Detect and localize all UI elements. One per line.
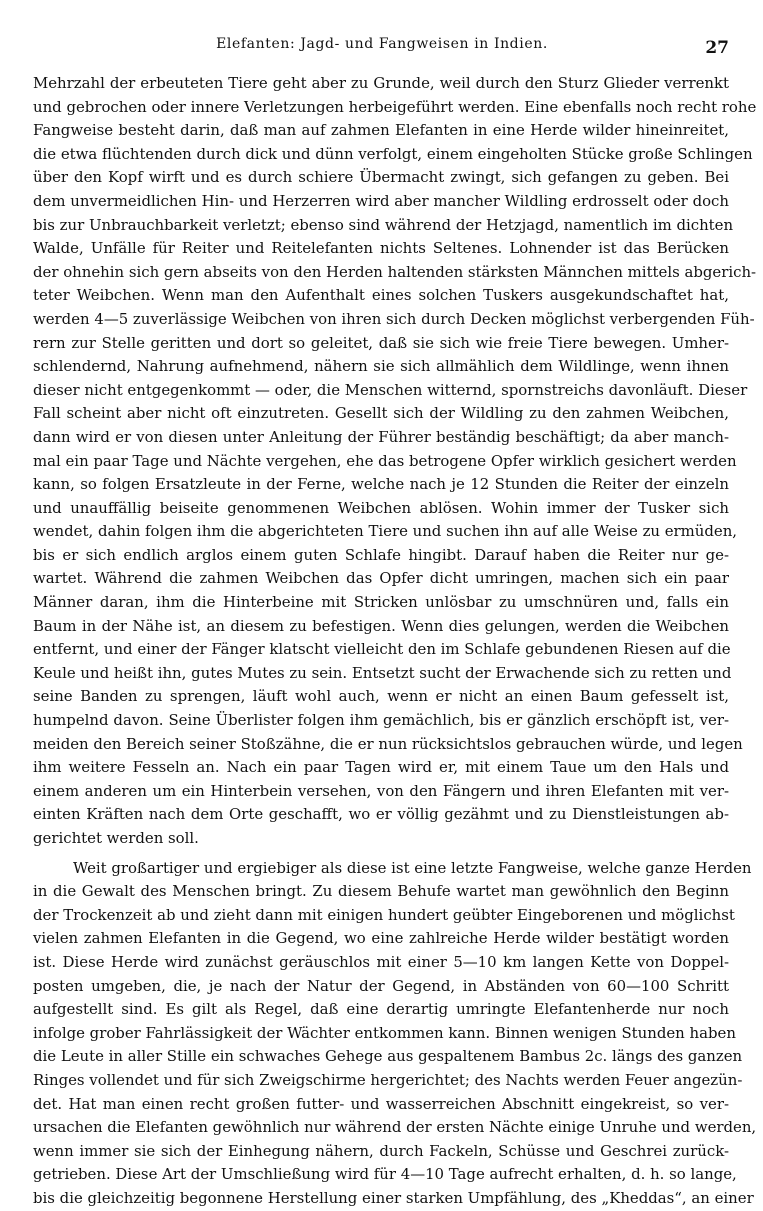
text-line: dem unvermeidlichen Hin- und Herzerren wird aber mancher Wildling erdrosselt oder doch <box>33 191 729 210</box>
text-line: der Trockenzeit ab und zieht dann mit einigen hundert geübter Eingeborenen und möglichst <box>33 905 735 924</box>
text-line: werden 4—5 zuverlässige Weibchen von ihren sich durch Decken möglichst verbergenden Füh- <box>33 309 755 328</box>
text-line: Fangweise besteht darin, daß man auf zahmen Elefanten in eine Herde wilder hineinreitet, <box>33 121 729 140</box>
text-line: posten umgeben, die, je nach der Natur der Gegend, in Abständen von 60—100 Schritt <box>33 976 729 995</box>
text-line: mal ein paar Tage und Nächte vergehen, ehe das betrogene Opfer wirklich gesichert werden <box>33 451 737 470</box>
text-line: dieser nicht entgegenkommt — oder, die Menschen witternd, spornstreichs davonläuft. Dieser <box>33 380 748 399</box>
text-line: infolge grober Fahrlässigkeit der Wächter entkommen kann. Binnen wenigen Stunden haben <box>33 1023 736 1042</box>
text-line: wendet, dahin folgen ihm die abgerichteten Tiere und suchen ihn auf alle Weise zu ermüden, <box>33 522 738 541</box>
text-line: rern zur Stelle geritten und dort so geleitet, daß sie sich wie freie Tiere bewegen. Umher- <box>33 333 729 352</box>
text-line: kann, so folgen Ersatzleute in der Ferne, welche nach je 12 Stunden die Reiter der einzeln <box>33 475 729 494</box>
text-line: aufgestellt sind. Es gilt als Regel, daß eine derartig umringte Elefantenherde nur noch <box>33 1000 729 1019</box>
text-line: gerichtet werden soll. <box>33 829 199 847</box>
text-line: Weit großartiger und ergiebiger als diese ist eine letzte Fangweise, welche ganze Herden <box>73 858 752 877</box>
text-line: wartet. Während die zahmen Weibchen das Opfer dicht umringen, machen sich ein paar <box>33 569 729 588</box>
text-line: seine Banden zu sprengen, läuft wohl auch, wenn er nicht an einen Baum gefesselt ist, <box>33 687 729 706</box>
text-line: Baum in der Nähe ist, an diesem zu befestigen. Wenn dies gelungen, werden die Weibchen <box>33 616 729 635</box>
text-line: und gebrochen oder innere Verletzungen herbeigeführt werden. Eine ebenfalls noch recht rohe <box>33 97 757 116</box>
text-line: det. Hat man einen recht großen futter- und wasserreichen Abschnitt eingekreist, so ver- <box>33 1094 729 1113</box>
text-line: die Leute in aller Stille ein schwaches Gehege aus gespaltenem Bambus 2c. längs des ganzen <box>33 1047 743 1066</box>
text-line: bis zur Unbrauchbarkeit verletzt; ebenso sind während der Hetzjagd, namentlich im dichten <box>33 215 734 234</box>
text-line: der ohnehin sich gern abseits von den Herden haltenden stärksten Männchen mittels abgerich- <box>33 262 757 281</box>
page-body <box>33 72 757 1211</box>
text-line: bis er sich endlich arglos einem guten Schlafe hingibt. Darauf haben die Reiter nur ge- <box>33 545 729 564</box>
text-line: dann wird er von diesen unter Anleitung der Führer beständig beschäftigt; da aber manch- <box>33 427 729 446</box>
text-line: und unauffällig beiseite genommenen Weibchen ablösen. Wohin immer der Tusker sich <box>33 498 729 517</box>
text-line: schlendernd, Nahrung aufnehmend, nähern sie sich allmählich dem Wildlinge, wenn ihnen <box>33 357 729 376</box>
paragraph-elephant-capture-methods <box>33 72 757 851</box>
text-line: ihm weitere Fesseln an. Nach ein paar Tagen wird er, mit einem Taue um den Hals und <box>33 758 729 777</box>
text-line: ursachen die Elefanten gewöhnlich nur während der ersten Nächte einige Unruhe und werden, <box>33 1118 757 1137</box>
text-line: über den Kopf wirft und es durch schiere Übermacht zwingt, sich gefangen zu geben. Bei <box>33 168 729 187</box>
text-line: in die Gewalt des Menschen bringt. Zu diesem Behufe wartet man gewöhnlich den Beginn <box>33 882 729 901</box>
running-title: Elefanten: Jagd- und Fangweisen in Indien. <box>216 36 548 52</box>
text-line: wenn immer sie sich der Einhegung nähern, durch Fackeln, Schüsse und Geschrei zurück- <box>33 1141 729 1160</box>
text-line: ist. Diese Herde wird zunächst geräuschlos mit einer 5—10 km langen Kette von Doppel- <box>33 952 729 971</box>
text-line: Ringes vollendet und für sich Zweigschirme hergerichtet; des Nachts werden Feuer angezün- <box>33 1070 743 1089</box>
text-line: humpelnd davon. Seine Überlister folgen ihm gemächlich, bis er gänzlich erschöpft ist, ver- <box>33 711 729 730</box>
text-line: Fall scheint aber nicht oft einzutreten. Gesellt sich der Wildling zu den zahmen Weibchen, <box>33 404 729 423</box>
text-line: die etwa flüchtenden durch dick und dünn verfolgt, einem eingeholten Stücke große Schlingen <box>33 144 753 163</box>
text-line: Keule und heißt ihn, gutes Mutes zu sein. Entsetzt sucht der Erwachende sich zu retten und <box>33 663 732 682</box>
text-line: vielen zahmen Elefanten in die Gegend, wo eine zahlreiche Herde wilder bestätigt worden <box>33 929 729 948</box>
text-line: getrieben. Diese Art der Umschließung wird für 4—10 Tage aufrecht erhalten, d. h. so lange, <box>33 1165 737 1184</box>
text-line: meiden den Bereich seiner Stoßzähne, die er nun rücksichtslos gebrauchen würde, und legen <box>33 734 743 753</box>
text-line: einten Kräften nach dem Orte geschafft, wo er völlig gezähmt und zu Dienstleistungen ab- <box>33 805 729 824</box>
running-head <box>35 36 729 60</box>
text-line: einem anderen um ein Hinterbein versehen, von den Fängern und ihren Elefanten mit ver- <box>33 781 729 800</box>
text-line: bis die gleichzeitig begonnene Herstellung einer starken Umpfählung, des „Kheddas“, an einer <box>33 1188 754 1207</box>
text-line: Walde, Unfälle für Reiter und Reitelefanten nichts Seltenes. Lohnender ist das Berücken <box>33 239 729 258</box>
text-line: Mehrzahl der erbeuteten Tiere geht aber zu Grunde, weil durch den Sturz Glieder verrenkt <box>33 74 729 92</box>
page-number: 27 <box>705 38 729 58</box>
text-line: Männer daran, ihm die Hinterbeine mit Stricken unlösbar zu umschnüren und, falls ein <box>33 593 729 612</box>
text-line: entfernt, und einer der Fänger klatscht vielleicht den im Schlafe gebundenen Riesen auf die <box>33 640 731 659</box>
paragraph-herd-capture <box>33 857 757 1211</box>
text-line: teter Weibchen. Wenn man den Aufenthalt eines solchen Tuskers ausgekundschaftet hat, <box>33 286 729 305</box>
